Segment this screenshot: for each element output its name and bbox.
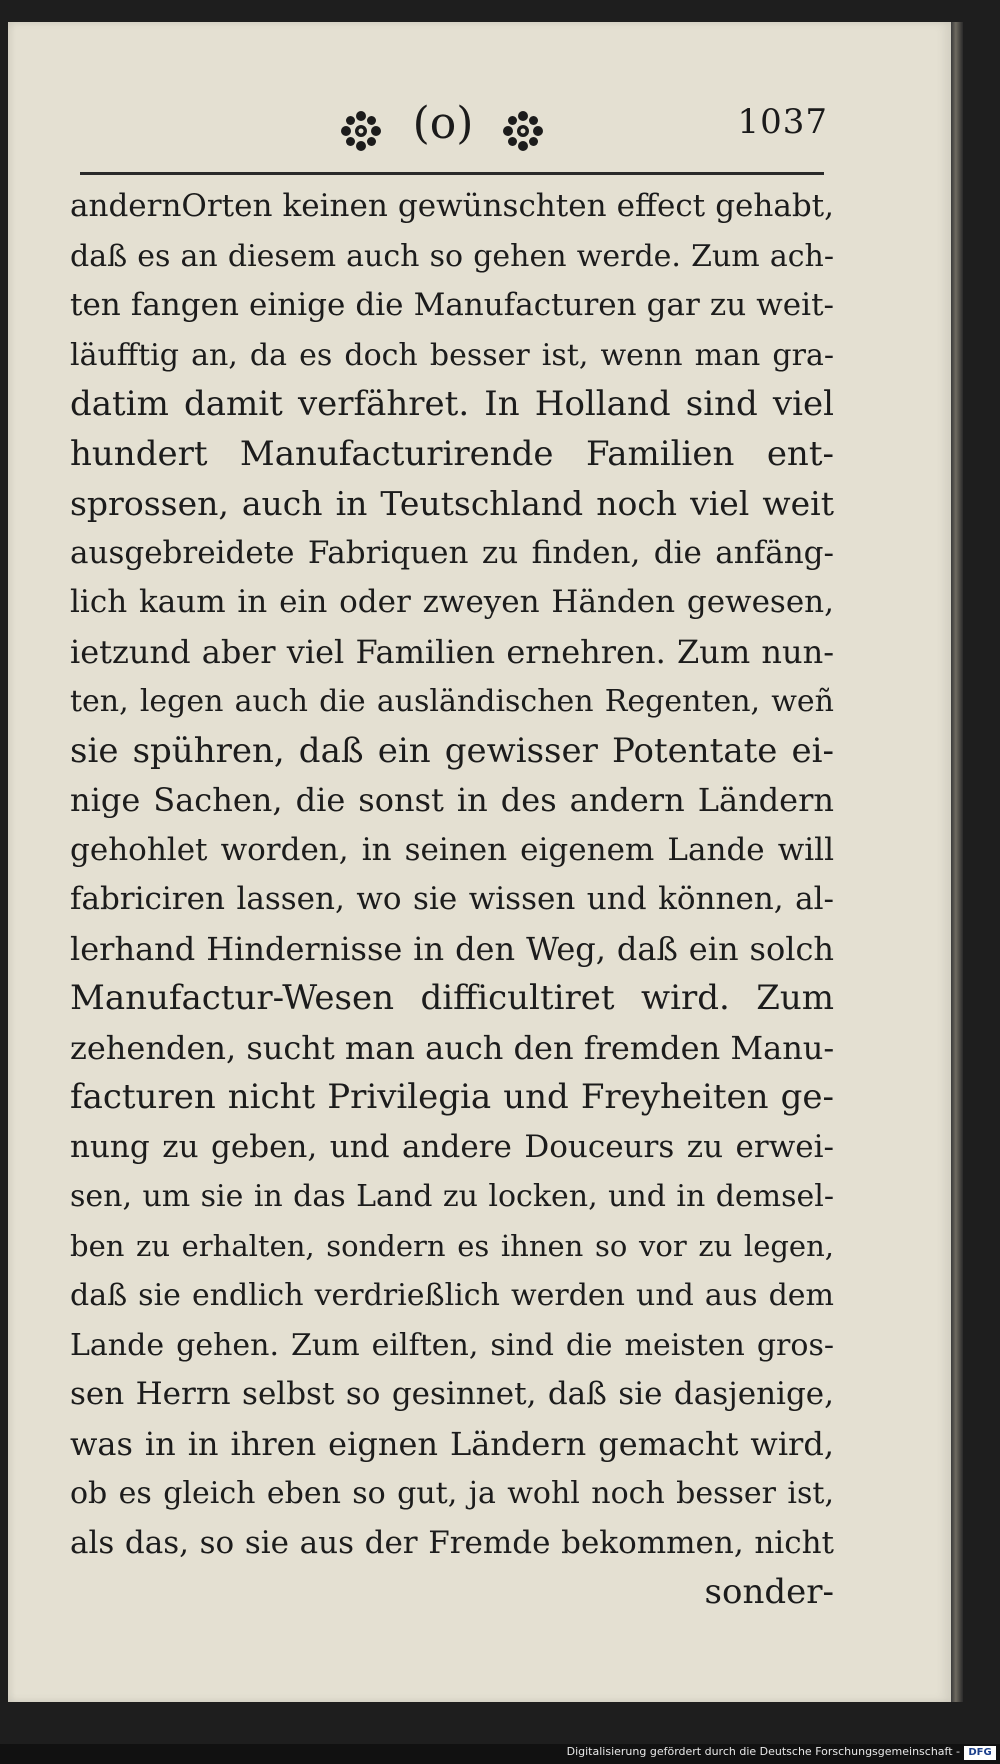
text-line: nung zu geben, und andere Douceurs zu erwei- [70, 1128, 834, 1165]
body-text [70, 182, 834, 1618]
text-line: hundert Manufacturirende Familien ent- [70, 433, 834, 474]
rosette-ornament-icon [500, 108, 546, 154]
text-line: andernOrten keinen gewünschten effect gehabt, [70, 188, 834, 224]
text-line: ten fangen einige die Manufacturen gar zu weit- [70, 287, 834, 323]
text-line: Manufactur-Wesen difficultiret wird. Zum [70, 978, 834, 1018]
rosette-ornament-icon [338, 108, 384, 154]
text-line: lerhand Hindernisse in den Weg, daß ein solch [70, 929, 834, 968]
text-line: ob es gleich eben so gut, ja wohl noch besser ist, [70, 1476, 834, 1511]
page-header [8, 98, 951, 172]
text-line: sen Herrn selbst so gesinnet, daß sie dasjenige, [70, 1376, 834, 1412]
dfg-logo: DFG [964, 1746, 996, 1760]
text-line: ten, legen auch die ausländischen Regenten, weñ [70, 684, 834, 719]
funding-credit: Digitalisierung gefördert durch die Deutsche Forschungsgemeinschaft - [566, 1745, 960, 1758]
book-page [8, 22, 951, 1702]
text-line: als das, so sie aus der Fremde bekommen, nicht [70, 1524, 834, 1561]
text-line: ietzund aber viel Familien ernehren. Zum nun- [70, 632, 834, 671]
text-line: zehenden, sucht man auch den fremden Manu- [70, 1028, 835, 1067]
text-line: ausgebreidete Fabriquen zu finden, die anfäng- [70, 534, 834, 571]
text-line: was in in ihren eignen Ländern gemacht wird, [70, 1424, 834, 1463]
text-line: facturen nicht Privilegia und Freyheiten ge- [70, 1077, 834, 1117]
text-line: daß sie endlich verdrießlich werden und aus dem [70, 1278, 834, 1313]
text-line: gehohlet worden, in seinen eigenem Lande will [70, 831, 834, 868]
text-line: fabriciren lassen, wo sie wissen und können, al- [70, 881, 834, 917]
text-line: ben zu erhalten, sondern es ihnen so vor zu legen, [70, 1228, 834, 1263]
page-edge [951, 22, 963, 1702]
digitization-footer [0, 1744, 1000, 1764]
text-line: Lande gehen. Zum eilften, sind die meisten gros- [70, 1327, 834, 1363]
text-line: daß es an diesem auch so gehen werde. Zum ach- [70, 238, 834, 274]
text-line: läufftig an, da es doch besser ist, wenn man gra- [70, 337, 834, 373]
catchword: sonder- [704, 1572, 834, 1612]
header-rule [80, 172, 824, 175]
text-line: sen, um sie in das Land zu locken, und in demsel- [70, 1179, 834, 1214]
text-line: lich kaum in ein oder zweyen Händen gewesen, [70, 584, 834, 620]
page-marker: (o) [412, 98, 474, 149]
text-line: sprossen, auch in Teutschland noch viel weit [70, 484, 834, 523]
text-line: datim damit verfähret. In Holland sind viel [70, 384, 834, 424]
text-line: nige Sachen, die sonst in des andern Ländern [70, 781, 834, 819]
page-number: 1037 [737, 102, 828, 142]
text-line: sie spühren, daß ein gewisser Potentate ei- [70, 730, 834, 771]
